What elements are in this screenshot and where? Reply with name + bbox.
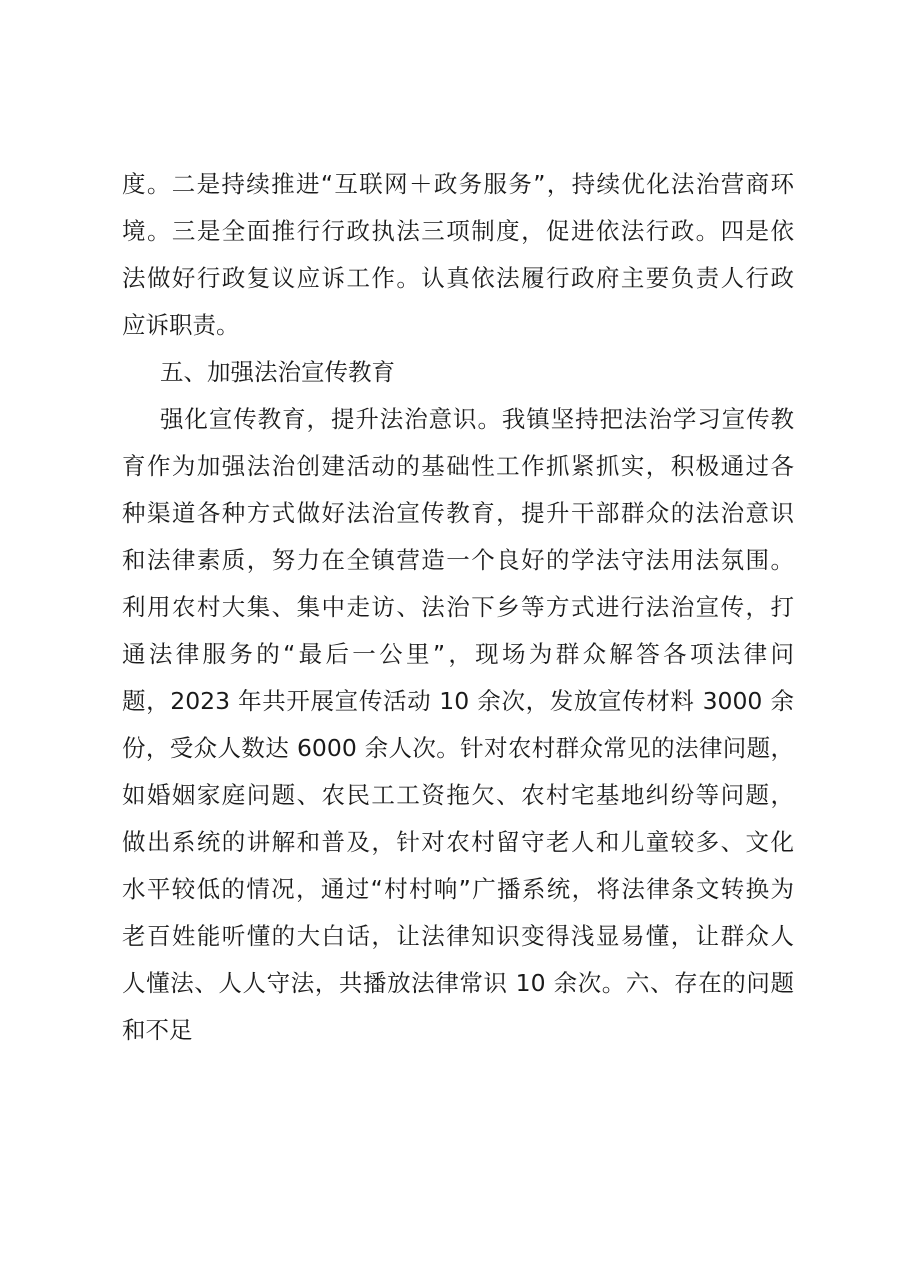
text-line: 利用农村大集、集中走访、法治下乡等方式进行法治宣传，打 [122, 593, 794, 621]
text-line: 和法律素质，努力在全镇营造一个良好的学法守法用法氛围。 [122, 546, 794, 574]
text-line: 法做好行政复议应诉工作。认真依法履行政府主要负责人行政 [122, 264, 794, 292]
section-heading: 五、加强法治宣传教育 [160, 358, 395, 386]
text-line: 通法律服务的“最后一公里”，现场为群众解答各项法律问 [122, 640, 794, 668]
text-line: 如婚姻家庭问题、农民工工资拖欠、农村宅基地纠纷等问题， [122, 781, 794, 809]
text-line: 育作为加强法治创建活动的基础性工作抓紧抓实，积极通过各 [122, 452, 794, 480]
text-line: 水平较低的情况，通过“村村响”广播系统，将法律条文转换为 [122, 875, 794, 903]
text-line: 老百姓能听懂的大白话，让法律知识变得浅显易懂，让群众人 [122, 922, 794, 950]
text-line: 应诉职责。 [122, 311, 240, 339]
text-line: 做出系统的讲解和普及，针对农村留守老人和儿童较多、文化 [122, 828, 794, 856]
text-line: 份，受众人数达 6000 余人次。针对农村群众常见的法律问题， [122, 734, 794, 762]
text-line: 境。三是全面推行行政执法三项制度，促进依法行政。四是依 [122, 217, 794, 245]
text-line: 题，2023 年共开展宣传活动 10 余次，发放宣传材料 3000 余 [122, 687, 794, 715]
text-line: 和不足 [122, 1016, 193, 1044]
text-line: 人懂法、人人守法，共播放法律常识 10 余次。六、存在的问题 [122, 969, 794, 997]
text-line: 种渠道各种方式做好法治宣传教育，提升干部群众的法治意识 [122, 499, 794, 527]
text-line: 强化宣传教育，提升法治意识。我镇坚持把法治学习宣传教 [160, 405, 794, 433]
text-line: 度。二是持续推进“互联网＋政务服务”，持续优化法治营商环 [122, 170, 794, 198]
